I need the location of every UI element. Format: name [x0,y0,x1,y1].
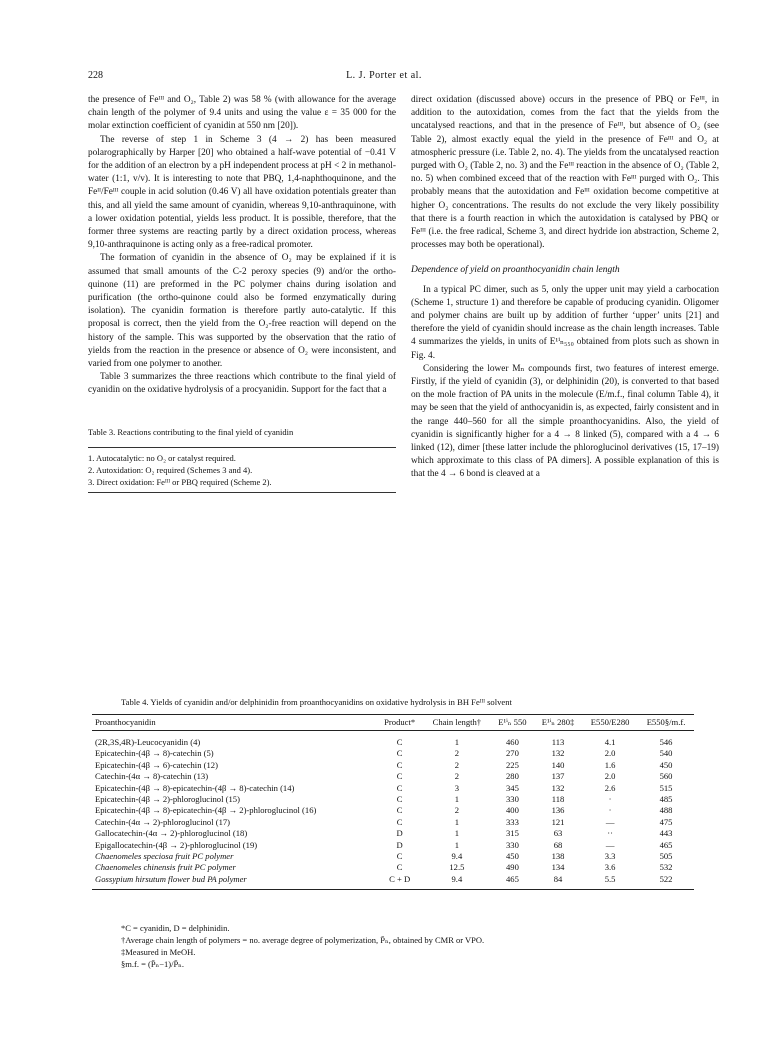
table-cell: C [396,737,403,747]
table-cell: — [605,839,615,850]
table-cell: D [396,828,403,839]
table-cell: C [396,782,403,793]
table-cell: 345 [505,782,519,793]
table-cell: 2 [454,759,460,770]
table-row [92,731,694,749]
table-cell: 2 [454,748,460,759]
column-header: Chain length† [432,717,482,727]
table-4 [92,714,694,890]
table-note: †Average chain length of polymers = no. average degree of polymerization, P̄ₙ, obtained by CMR or VPO. [121,935,485,945]
table-row [92,862,694,873]
table-cell: 465 [505,873,519,884]
table-4-notes [121,922,484,970]
table-cell: · [608,794,612,805]
table-cell: C [396,862,403,873]
column-header: E¹ⁱₙ 280‡ [541,717,575,727]
table-row [92,794,694,805]
table-note: §m.f. = (P̄ₙ−1)/P̄ₙ. [121,959,184,969]
table-cell: C [396,805,403,816]
table-cell: 280 [505,771,519,782]
table-cell: 2.0 [604,748,616,759]
right-column [411,94,719,482]
running-head: L. J. Porter et al. [346,70,422,81]
table-cell: 9.4 [451,851,463,862]
table-cell: 5.5 [604,873,616,884]
table-cell: 225 [505,759,519,770]
table-cell: 140 [551,759,565,770]
row-label-cell: Catechin-(4α → 8)-catechin (13) [95,771,209,782]
table-cell: C [396,771,403,782]
table-cell: 63 [553,828,563,839]
row-label-cell: Epicatechin-(4β → 6)-catechin (12) [95,759,218,770]
table-cell: C [396,748,403,759]
table-cell: ·· [607,828,613,839]
table-cell: C [396,794,403,805]
table-row [92,771,694,782]
table-cell: 1 [454,828,460,839]
table-cell: 490 [505,862,519,873]
table-cell: C [396,759,403,770]
table-row [92,851,694,862]
table-cell: 2.6 [604,782,616,793]
table-cell: 1 [454,794,460,805]
table-cell: 532 [659,862,673,873]
table-4-caption: Table 4. Yields of cyanidin and/or delphinidin from proanthocyanidins on oxidative hydrolysis in BH Feᴵᴵᴵ solvent [121,697,512,707]
row-label-cell: Epicatechin-(4β → 2)-phloroglucinol (15) [95,794,240,805]
paragraph: the presence of Feᴵᴵᴵ and O₂, Table 2) was 58 % (with allowance for the average chain length of the polymer of 9.4 units and using the value ε = 35 000 for the molar extinction coefficient of cyanidin at 550 nm [20]). [88,95,396,132]
row-label-cell: (2R,3S,4R)-Leucocyanidin (4) [95,737,201,747]
section-heading: Dependence of yield on proanthocyanidin chain length [411,265,620,276]
row-label-cell: Epicatechin-(4β → 8)-catechin (5) [95,748,214,759]
table-cell: 560 [659,771,673,782]
table-cell: 315 [505,828,519,839]
table-cell: 330 [505,794,519,805]
table-header-row [92,715,694,731]
row-label-cell: Epicatechin-(4β → 8)-epicatechin-(4β → 2)-phloroglucinol (16) [95,805,317,816]
row-label-cell: Catechin-(4α → 2)-phloroglucinol (17) [95,816,231,827]
table-cell: 132 [551,748,565,759]
table-note: *C = cyanidin, D = delphinidin. [121,923,230,933]
table-row [92,828,694,839]
table-row [92,783,694,794]
row-label-cell: Gallocatechin-(4α → 2)-phloroglucinol (18) [95,828,248,839]
table-3 [88,426,396,493]
table-rule [88,447,396,448]
table-rule [88,492,396,493]
table-cell: 9.4 [451,873,463,884]
table-cell: — [605,816,615,827]
table-cell: 443 [659,828,673,839]
table-cell: 2 [454,771,460,782]
table-cell: 546 [659,737,673,747]
table-cell: 1.6 [604,759,616,770]
paragraph: Table 3 summarizes the three reactions which contribute to the final yield of cyanidin on the oxidative hydrolysis of a procyanidin. Support for the fact that a [88,372,396,396]
table-cell: 333 [505,816,519,827]
table-cell: D [396,839,403,850]
column-header: E550§/m.f. [646,717,686,727]
table-cell: 113 [551,737,565,747]
table-cell: 475 [659,816,673,827]
table-cell: 460 [505,737,519,747]
table-cell: 450 [659,759,673,770]
table-row [92,874,694,890]
paragraph: The reverse of step 1 in Scheme 3 (4 → 2) has been measured polarographically by Harper [20] who obtained a half-wave potential of −0.41 V for the addition of an electron by a pH independent process at pH < 2 in methanol-water (1:1, v/v). It is interesting to note that PBQ, 1,4-naphthoquinone, and the Feᴵᴵ/Feᴵᴵᴵ couple in acid solution (0.46 V) all have oxidation potentials greater than this, and all yield the same amount of cyanidin, whereas 9,10-anthraquinone, with a lower oxidation potential, yields less product. It is possible, therefore, that the former three systems are reacting partly by a direct oxidation process, whereas 9,10-anthraquinone is acting only as a free-radical promoter. [88,134,396,251]
left-column [88,94,396,497]
table-cell: 515 [659,782,673,793]
table-row [92,760,694,771]
row-label-cell: Chaenomeles speciosa fruit PC polymer [95,851,234,862]
table-cell: 270 [505,748,519,759]
table-cell: 488 [659,805,673,816]
table-cell: 540 [659,748,673,759]
table-row [92,817,694,828]
table-cell: 465 [659,839,673,850]
paragraph: In a typical PC dimer, such as 5, only the upper unit may yield a carbocation (Scheme 1, structure 1) and therefore be capable of producing cyanidin. Oligomer and polymer chains are built up by addition of further ‘upper’ units [21] and therefore the yield of cyanidin should increase as the chain length increases. Table 4 summarizes the yields, in units of E¹ⁱₙ₅₅₀ obtained from plots such as shown in Fig. 4. [411,284,719,361]
table-row [92,805,694,816]
table-cell: 2.0 [604,771,616,782]
paragraph: direct oxidation (discussed above) occurs in the presence of PBQ or Feᴵᴵᴵ, in addition to the autoxidation, comes from the fact that the yields from the uncatalysed reactions, and that in the presence of Feᴵᴵᴵ, but absence of O₂ (see Table 2), almost exactly equal the yield in the presence of Feᴵᴵᴵ and O₂ at atmospheric pressure (i.e. Table 2, no. 4). The yields from the uncatalysed reaction purged with O₂ (Table 2, no. 3) and the Feᴵᴵᴵ reaction in the absence of O₂ (Table 2, no. 5) when combined exceed that of the reaction with Feᴵᴵᴵ purged with O₂. This probably means that the autoxidation and Feᴵᴵᴵ oxidation become competitive at higher O₂ concentrations. The results do not exclude the very likely possibility that there is a fourth reaction in which the autoxidation is catalysed by PBQ or Feᴵᴵᴵ (i.e. the free radical, Scheme 3, and direct hydride ion abstraction, Scheme 2, processes may both be operational). [411,95,719,251]
table-cell: 136 [551,805,565,816]
column-header: Product* [384,717,416,727]
table-cell: 1 [454,839,460,850]
table-3-row: 3. Direct oxidation: Feᴵᴵᴵ or PBQ required (Scheme 2). [88,476,272,487]
row-label-cell: Gossypium hirsutum flower bud PA polymer [95,873,247,884]
paragraph: The formation of cyanidin in the absence of O₂ may be explained if it is assumed that small amounts of the C-2 peroxy species (9) and/or the ortho-quinone (11) are preformed in the PC polymer chains during isolation and purification (the ortho-quinone could also be formed enzymatically during isolation). The cyanidin formation is therefore partly auto-catalytic. If this proposal is correct, then the yield from the O₂-free reaction will depend on the history of the sample. This was supported by the observation that the ratio of yields from the reaction in the presence or absence of O₂ were inconsistent, and varied from one polymer to another. [88,253,396,370]
table-3-row: 2. Autoxidation: O₂ required (Schemes 3 and 4). [88,464,253,475]
column-header: E550/E280 [590,717,630,727]
table-cell: 84 [553,873,563,884]
table-cell: 522 [659,873,673,884]
table-cell: 1 [454,737,460,747]
page-number: 228 [88,70,103,81]
table-cell: 330 [505,839,519,850]
table-row [92,840,694,851]
table-cell: 1 [454,816,460,827]
table-cell: 485 [659,794,673,805]
table-cell: 121 [551,816,565,827]
paragraph: Considering the lower Mₙ compounds first, two features of interest emerge. Firstly, if the yield of cyanidin (3), or delphinidin (20), is converted to that based on the mole fraction of PA units in the molecule (E/m.f., final column Table 4), it may be seen that the yield of anthocyanidin is, as expected, fairly consistent and in the range 440–560 for all the simple proanthocyanidins. Also, the yield of cyanidin is significantly higher for a 4 → 8 linked (5), compared with a 4 → 6 linked (12), dimer [these latter include the phloroglucinol derivatives (15, 17–19) which approximate to this class of PA dimers]. A possible explanation of this is that the 4 → 6 bond is cleaved at a [411,363,719,480]
table-cell: C + D [389,873,411,884]
table-cell: 450 [505,851,519,862]
table-3-row: 1. Autocatalytic: no O₂ or catalyst required. [88,452,236,463]
row-label-cell: Epigallocatechin-(4β → 2)-phloroglucinol (19) [95,839,258,850]
table-cell: 3.6 [604,862,616,873]
column-header: E¹ⁱₙ 550 [498,717,527,727]
table-3-caption: Table 3. Reactions contributing to the final yield of cyanidin [88,426,294,437]
table-cell: 138 [551,851,565,862]
table-cell: 12.5 [449,862,465,873]
table-cell: 3 [454,782,460,793]
row-label-cell: Epicatechin-(4β → 8)-epicatechin-(4β → 8)-catechin (14) [95,782,295,793]
column-header: Proanthocyanidin [95,717,156,727]
row-label-cell: Chaenomeles chinensis fruit PC polymer [95,862,236,873]
table-cell: 505 [659,851,673,862]
table-cell: 3.3 [604,851,616,862]
table-cell: 134 [551,862,565,873]
table-cell: 4.1 [604,737,616,747]
table-cell: C [396,816,403,827]
table-cell: 400 [505,805,519,816]
table-cell: C [396,851,403,862]
table-cell: 118 [551,794,565,805]
table-cell: 2 [454,805,460,816]
table-cell: 132 [551,782,565,793]
table-cell: · [608,805,612,816]
table-note: ‡Measured in MeOH. [121,947,196,957]
table-cell: 137 [551,771,565,782]
table-row [92,748,694,759]
table-cell: 68 [553,839,563,850]
